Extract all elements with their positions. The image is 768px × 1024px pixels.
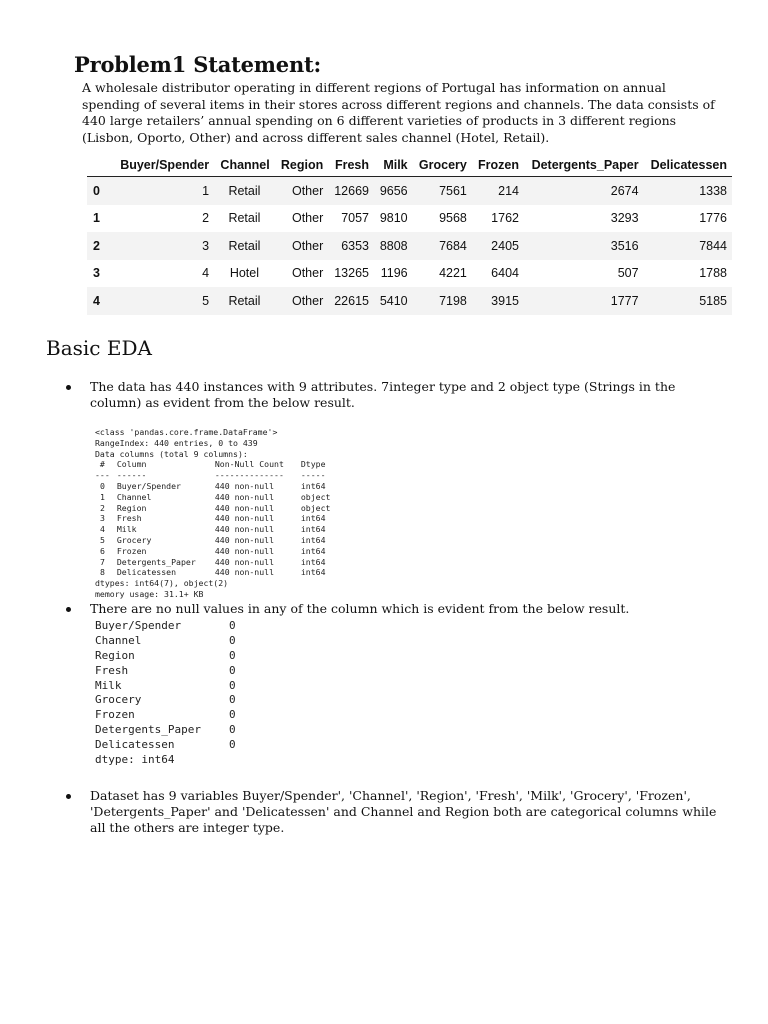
table-cell: 9810 bbox=[379, 211, 408, 226]
row-index: 1 bbox=[93, 211, 100, 226]
info-column-rule bbox=[95, 470, 330, 481]
info-count: 440 non-null bbox=[214, 556, 275, 567]
info-num: 0 bbox=[99, 480, 105, 491]
info-row bbox=[95, 567, 330, 578]
row-index: 3 bbox=[93, 266, 100, 281]
info-col-num-header: # bbox=[95, 459, 105, 470]
null-count: 0 bbox=[229, 633, 236, 647]
table-cell: Retail bbox=[228, 293, 261, 308]
info-column: Milk bbox=[116, 524, 137, 535]
table-cell: 3293 bbox=[610, 211, 639, 226]
info-col-dtype-header: Dtype bbox=[300, 459, 326, 470]
table-cell: Other bbox=[291, 211, 324, 226]
table-cell: 1762 bbox=[491, 211, 519, 226]
table-cell: 7561 bbox=[439, 183, 467, 198]
null-row bbox=[95, 664, 236, 679]
null-count: 0 bbox=[229, 648, 236, 662]
null-count: 0 bbox=[229, 693, 236, 707]
info-num: 8 bbox=[99, 567, 105, 578]
info-dtype: int64 bbox=[300, 480, 326, 491]
dataframe-head-table bbox=[87, 154, 732, 315]
table-cell: 7198 bbox=[439, 293, 467, 308]
table-cell: Hotel bbox=[229, 266, 260, 281]
info-column: Buyer/Spender bbox=[116, 480, 181, 491]
problem-title: Problem1 Statement: bbox=[74, 52, 322, 77]
table-cell: 7684 bbox=[439, 238, 467, 253]
table-cell: 214 bbox=[498, 183, 519, 198]
bullet-dot bbox=[66, 385, 71, 390]
table-cell: 2405 bbox=[491, 238, 519, 253]
info-num: 7 bbox=[99, 556, 105, 567]
info-row bbox=[95, 546, 330, 557]
info-row bbox=[95, 492, 330, 503]
info-num: 6 bbox=[99, 545, 105, 556]
info-col-count-header: Non-Null Count bbox=[214, 459, 284, 470]
table-cell: 3915 bbox=[491, 293, 519, 308]
info-count: 440 non-null bbox=[214, 502, 275, 513]
column-header: Buyer/Spender bbox=[113, 154, 214, 177]
null-column: Buyer/Spender bbox=[95, 619, 182, 632]
null-column: Frozen bbox=[95, 708, 135, 722]
table-cell: Other bbox=[291, 293, 324, 308]
info-num: 3 bbox=[99, 513, 105, 524]
info-row bbox=[95, 535, 330, 546]
table-cell: 3516 bbox=[610, 238, 639, 253]
info-rule-name: ------ bbox=[116, 470, 147, 481]
table-cell: 1788 bbox=[699, 266, 727, 281]
info-num: 5 bbox=[99, 534, 105, 545]
table-cell: 3 bbox=[202, 238, 210, 253]
info-count: 440 non-null bbox=[214, 545, 275, 556]
info-dtype: int64 bbox=[300, 545, 326, 556]
null-column: Region bbox=[95, 648, 135, 662]
null-count: 0 bbox=[229, 708, 236, 722]
column-header: Fresh bbox=[328, 154, 374, 177]
bullet-item bbox=[90, 379, 718, 411]
info-rule-count: -------------- bbox=[214, 470, 284, 481]
bullet-item bbox=[90, 788, 718, 836]
info-count: 440 non-null bbox=[214, 513, 275, 524]
info-count: 440 non-null bbox=[214, 524, 275, 535]
column-header: Frozen bbox=[472, 154, 524, 177]
column-header: Channel bbox=[214, 154, 275, 177]
info-rule-num: --- bbox=[95, 470, 110, 481]
info-row bbox=[95, 557, 330, 568]
table-cell: 1 bbox=[202, 183, 210, 198]
info-dtype: int64 bbox=[300, 524, 326, 535]
info-column: Channel bbox=[116, 491, 152, 502]
table-cell: 9656 bbox=[379, 183, 408, 198]
null-column: Milk bbox=[95, 678, 122, 692]
info-column: Frozen bbox=[116, 545, 147, 556]
table-cell: 4 bbox=[202, 266, 210, 281]
info-dtype: int64 bbox=[300, 556, 326, 567]
info-count: 440 non-null bbox=[214, 567, 275, 578]
null-row bbox=[95, 708, 236, 723]
bullet-text: The data has 440 instances with 9 attributes. 7integer type and 2 object type (Strings in the column) as evident from the below result. bbox=[90, 379, 676, 410]
column-header: Delicatessen bbox=[644, 154, 732, 177]
table-cell: 4221 bbox=[439, 266, 467, 281]
table-cell: 1777 bbox=[610, 293, 639, 308]
null-column: Fresh bbox=[95, 663, 129, 677]
null-row bbox=[95, 649, 236, 664]
column-header bbox=[87, 154, 113, 177]
null-count: 0 bbox=[229, 619, 236, 632]
table-cell: 507 bbox=[617, 266, 639, 281]
table-row bbox=[87, 177, 732, 205]
info-column: Detergents_Paper bbox=[116, 556, 196, 567]
info-row bbox=[95, 524, 330, 535]
table-row bbox=[87, 287, 732, 315]
null-row bbox=[95, 723, 236, 738]
table-cell: 6353 bbox=[341, 238, 369, 253]
null-dtype-footer: dtype: int64 bbox=[95, 753, 175, 767]
null-column: Detergents_Paper bbox=[95, 723, 201, 737]
table-cell: 5185 bbox=[699, 293, 727, 308]
table-cell: 1776 bbox=[699, 211, 727, 226]
info-col-name-header: Column bbox=[116, 459, 147, 470]
bullet-dot bbox=[66, 607, 71, 612]
null-row bbox=[95, 693, 236, 708]
info-footer-line: memory usage: 31.1+ KB bbox=[95, 588, 204, 599]
info-dtype: int64 bbox=[300, 567, 326, 578]
table-cell: 1196 bbox=[380, 266, 408, 281]
column-header: Grocery bbox=[413, 154, 472, 177]
table-cell: Retail bbox=[228, 238, 261, 253]
row-index: 0 bbox=[93, 183, 100, 198]
table-cell: 8808 bbox=[379, 238, 408, 253]
table-cell: 1338 bbox=[699, 183, 727, 198]
null-row bbox=[95, 679, 236, 694]
info-count: 440 non-null bbox=[214, 534, 275, 545]
table-cell: 2674 bbox=[610, 183, 639, 198]
info-column: Grocery bbox=[116, 534, 152, 545]
info-dtype: int64 bbox=[300, 534, 326, 545]
info-row bbox=[95, 503, 330, 514]
table-header-row bbox=[87, 154, 732, 177]
table-cell: 9568 bbox=[439, 211, 467, 226]
info-header-line: RangeIndex: 440 entries, 0 to 439 bbox=[95, 437, 258, 448]
info-column-header bbox=[95, 459, 330, 470]
table-row bbox=[87, 260, 732, 288]
table-cell: 22615 bbox=[334, 293, 369, 308]
table-cell: 13265 bbox=[334, 266, 369, 281]
null-row bbox=[95, 619, 236, 634]
info-column: Region bbox=[116, 502, 147, 513]
info-header-line: Data columns (total 9 columns): bbox=[95, 448, 248, 459]
info-rule-dtype: ----- bbox=[300, 470, 326, 481]
null-count: 0 bbox=[229, 723, 236, 737]
table-cell: Other bbox=[291, 183, 324, 198]
table-cell: 2 bbox=[202, 211, 210, 226]
bullet-item bbox=[90, 601, 718, 617]
row-index: 4 bbox=[93, 293, 100, 308]
null-column: Grocery bbox=[95, 693, 142, 707]
bullet-dot bbox=[66, 794, 71, 799]
null-column: Delicatessen bbox=[95, 738, 175, 752]
table-cell: Retail bbox=[228, 183, 261, 198]
info-dtype: object bbox=[300, 502, 331, 513]
bullet-text: Dataset has 9 variables Buyer/Spender', 'Channel', 'Region', 'Fresh', 'Milk', 'Grocery', 'Frozen', 'Detergents_Paper' and 'Delicatessen' and Channel and Region both are categorical columns while all the others are integer type. bbox=[90, 788, 717, 835]
info-count: 440 non-null bbox=[214, 480, 275, 491]
table-row bbox=[87, 232, 732, 260]
null-count-output bbox=[95, 619, 236, 768]
column-header: Region bbox=[275, 154, 329, 177]
info-dtype: object bbox=[300, 491, 331, 502]
table-cell: Other bbox=[291, 266, 324, 281]
null-column: Channel bbox=[95, 633, 142, 647]
table-cell: 7844 bbox=[699, 238, 727, 253]
null-row bbox=[95, 634, 236, 649]
table-cell: 5 bbox=[202, 293, 210, 308]
column-header: Detergents_Paper bbox=[524, 154, 644, 177]
null-count: 0 bbox=[229, 663, 236, 677]
info-num: 4 bbox=[99, 524, 105, 535]
info-num: 2 bbox=[99, 502, 105, 513]
intro-paragraph: A wholesale distributor operating in different regions of Portugal has information on annual spending of several items in their stores across different regions and channels. The data consists of 440 large retailers’ annual spending on 6 different varieties of products in 3 different regions (Lisbon, Oporto, Other) and across different sales channel (Hotel, Retail). bbox=[82, 80, 715, 145]
info-num: 1 bbox=[99, 491, 105, 502]
null-count: 0 bbox=[229, 738, 236, 752]
table-cell: Retail bbox=[228, 211, 261, 226]
bullet-text: There are no null values in any of the column which is evident from the below result. bbox=[90, 601, 630, 616]
info-footer-line: dtypes: int64(7), object(2) bbox=[95, 578, 229, 589]
info-row bbox=[95, 513, 330, 524]
info-column: Delicatessen bbox=[116, 567, 177, 578]
table-cell: 5410 bbox=[379, 293, 408, 308]
null-count: 0 bbox=[229, 678, 236, 692]
table-cell: 12669 bbox=[334, 183, 369, 198]
info-count: 440 non-null bbox=[214, 491, 275, 502]
table-row bbox=[87, 205, 732, 233]
section-heading-basic-eda: Basic EDA bbox=[46, 336, 152, 360]
info-header-line: <class 'pandas.core.frame.DataFrame'> bbox=[95, 427, 278, 437]
df-info-output bbox=[95, 427, 330, 600]
table-cell: 6404 bbox=[491, 266, 519, 281]
info-row bbox=[95, 481, 330, 492]
row-index: 2 bbox=[93, 238, 100, 253]
info-dtype: int64 bbox=[300, 513, 326, 524]
null-row bbox=[95, 738, 236, 753]
table-cell: Other bbox=[291, 238, 324, 253]
info-column: Fresh bbox=[116, 513, 142, 524]
table-cell: 7057 bbox=[341, 211, 369, 226]
column-header: Milk bbox=[374, 154, 413, 177]
